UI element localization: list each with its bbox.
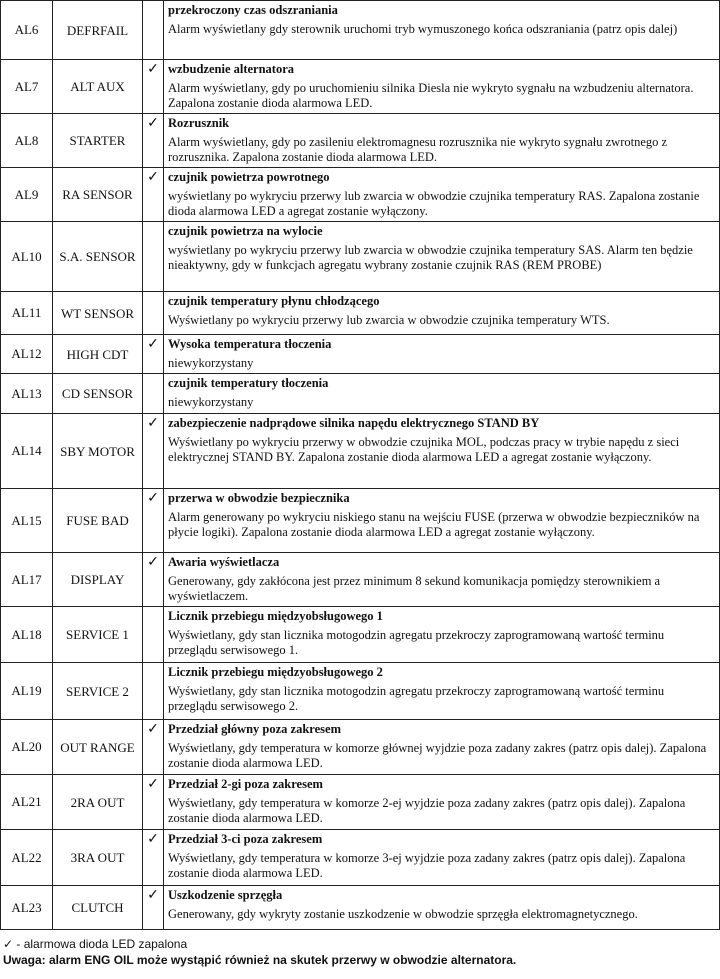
alarm-code: AL13 [1, 374, 53, 414]
alarm-name: OUT RANGE [53, 720, 143, 775]
alarm-title: zabezpieczenie nadprądowe silnika napędu elektrycznego STAND BY [168, 416, 540, 430]
led-checkmark-icon [143, 222, 164, 292]
alarm-name: ALT AUX [53, 60, 143, 114]
alarm-name: CLUTCH [53, 886, 143, 930]
alarm-title: Przedział 3-ci poza zakresem [168, 832, 323, 846]
alarm-row [1, 335, 720, 374]
led-checkmark-icon: ✓ [143, 335, 164, 374]
alarm-code: AL23 [1, 886, 53, 930]
alarm-title: Uszkodzenie sprzęgła [168, 888, 283, 902]
alarm-description [164, 607, 720, 663]
alarm-text: wyświetlany po wykryciu przerwy lub zwarcia w obwodzie czujnika temperatury SAS. Alarm ten będzie nieaktywny, gdy w funkcjach agregatu wybrany zostanie czujnik RAS (REM PROBE) [168, 243, 693, 272]
alarm-text: wyświetlany po wykryciu przerwy lub zwarcia w obwodzie czujnika temperatury RAS. Zapalona zostanie dioda alarmowa LED a agregat zostanie wyłączony. [168, 189, 700, 218]
alarm-row [1, 553, 720, 607]
alarm-row [1, 663, 720, 720]
alarm-text: Wyświetlany po wykryciu przerwy w obwodzie czujnika MOL, podczas pracy w trybie napędu z sieci elektrycznej STAND BY. Zapalona zostanie dioda alarmowa LED a agregat zostanie wyłączony. [168, 435, 680, 464]
alarm-code: AL12 [1, 335, 53, 374]
led-checkmark-icon: ✓ [143, 553, 164, 607]
alarm-code: AL15 [1, 489, 53, 553]
alarm-name: STARTER [53, 114, 143, 168]
alarm-name: RA SENSOR [53, 168, 143, 222]
alarm-text: Generowany, gdy wykryty zostanie uszkodzenie w obwodzie sprzęgła elektromagnetycznego. [168, 907, 638, 921]
alarm-description [164, 222, 720, 292]
alarm-text: Alarm generowany po wykryciu niskiego stanu na wejściu FUSE (przerwa w obwodzie bezpieczników na płycie logiki). Zapalona zostanie dioda alarmowa LED a agregat zostanie wyłączony. [168, 510, 700, 539]
alarm-row [1, 720, 720, 775]
alarm-code: AL6 [1, 1, 53, 60]
alarm-text: niewykorzystany [168, 356, 254, 370]
alarm-description [164, 553, 720, 607]
alarm-code: AL22 [1, 830, 53, 886]
alarm-code: AL11 [1, 292, 53, 335]
alarm-text: Wyświetlany, gdy temperatura w komorze głównej wyjdzie poza zadany zakres (patrz opis dalej). Zapalona zostanie dioda alarmowa LED. [168, 741, 707, 770]
alarm-text: Wyświetlany po wykryciu przerwy lub zwarcia w obwodzie czujnika temperatury WTS. [168, 313, 610, 327]
alarm-text: Alarm wyświetlany, gdy po uruchomieniu silnika Diesla nie wykryto sygnału na wzbudzeniu alternatora. Zapalona zostanie dioda alarmowa LED. [168, 81, 694, 110]
led-checkmark-icon: ✓ [143, 775, 164, 830]
alarm-name: SERVICE 2 [53, 663, 143, 720]
alarm-description [164, 489, 720, 553]
alarm-name: SBY MOTOR [53, 414, 143, 489]
alarm-text: Wyświetlany, gdy stan licznika motogodzin agregatu przekroczy zaprogramowaną wartość terminu przeglądu serwisowego 1. [168, 628, 665, 657]
alarm-code: AL14 [1, 414, 53, 489]
alarm-row [1, 168, 720, 222]
alarm-description [164, 720, 720, 775]
alarm-name: HIGH CDT [53, 335, 143, 374]
alarm-title: czujnik temperatury płynu chłodzącego [168, 294, 380, 308]
alarm-title: Rozrusznik [168, 116, 230, 130]
alarm-title: czujnik powietrza na wylocie [168, 224, 323, 238]
led-checkmark-icon [143, 292, 164, 335]
led-checkmark-icon [143, 374, 164, 414]
alarm-code: AL19 [1, 663, 53, 720]
alarm-text: Alarm wyświetlany gdy sterownik uruchomi tryb wymuszonego końca odszraniania (patrz opis dalej) [168, 22, 678, 36]
alarm-row [1, 886, 720, 930]
alarm-code: AL7 [1, 60, 53, 114]
alarm-description [164, 886, 720, 930]
led-checkmark-icon: ✓ [143, 168, 164, 222]
alarm-row [1, 222, 720, 292]
alarm-title: czujnik temperatury tłoczenia [168, 376, 329, 390]
alarm-row [1, 60, 720, 114]
led-checkmark-icon [143, 1, 164, 60]
alarm-name: SERVICE 1 [53, 607, 143, 663]
alarm-name: S.A. SENSOR [53, 222, 143, 292]
alarm-title: czujnik powietrza powrotnego [168, 170, 330, 184]
alarm-description [164, 775, 720, 830]
alarm-description [164, 292, 720, 335]
led-checkmark-icon: ✓ [143, 830, 164, 886]
alarm-description [164, 830, 720, 886]
alarm-name: DISPLAY [53, 553, 143, 607]
alarm-title: wzbudzenie alternatora [168, 62, 295, 76]
alarm-row [1, 114, 720, 168]
alarm-name: CD SENSOR [53, 374, 143, 414]
led-checkmark-icon [143, 607, 164, 663]
alarm-code: AL18 [1, 607, 53, 663]
alarm-code: AL8 [1, 114, 53, 168]
alarm-row [1, 607, 720, 663]
alarm-row [1, 830, 720, 886]
alarm-description [164, 60, 720, 114]
led-checkmark-icon: ✓ [143, 720, 164, 775]
led-checkmark-icon: ✓ [143, 60, 164, 114]
alarm-name: 2RA OUT [53, 775, 143, 830]
led-checkmark-icon: ✓ [143, 414, 164, 489]
alarm-description [164, 374, 720, 414]
alarm-title: Licznik przebiegu międzyobsługowego 1 [168, 609, 383, 623]
alarm-row [1, 374, 720, 414]
alarm-text: Wyświetlany, gdy temperatura w komorze 3-ej wyjdzie poza zadany zakres (patrz opis dalej). Zapalona zostanie dioda alarmowa LED. [168, 851, 686, 880]
alarm-code: AL9 [1, 168, 53, 222]
alarm-description [164, 414, 720, 489]
alarm-text: niewykorzystany [168, 395, 254, 409]
alarm-table-body [1, 1, 720, 930]
legend-text: ✓ - alarmowa dioda LED zapalona [3, 937, 188, 951]
alarm-title: Przedział 2-gi poza zakresem [168, 777, 323, 791]
alarm-title: przekroczony czas odszraniania [168, 3, 338, 17]
alarm-row [1, 775, 720, 830]
alarm-text: Generowany, gdy zakłócona jest przez minimum 8 sekund komunikacja pomiędzy sterownikiem a wyświetlaczem. [168, 574, 661, 603]
note-text: Uwaga: alarm ENG OIL może wystąpić również na skutek przerwy w obwodzie alternatora. [3, 953, 517, 967]
alarm-text: Alarm wyświetlany, gdy po zasileniu elektromagnesu rozrusznika nie wykryto sygnału zwrotnego z rozrusznika. Zapalona zostanie dioda alarmowa LED. [168, 135, 668, 164]
alarm-description [164, 168, 720, 222]
alarm-text: Wyświetlany, gdy stan licznika motogodzin agregatu przekroczy zaprogramowaną wartość terminu przeglądu serwisowego 2. [168, 684, 665, 713]
alarm-title: Licznik przebiegu międzyobsługowego 2 [168, 665, 383, 679]
alarm-title: Awaria wyświetlacza [168, 555, 280, 569]
alarm-code: AL17 [1, 553, 53, 607]
led-checkmark-icon: ✓ [143, 114, 164, 168]
alarm-code: AL21 [1, 775, 53, 830]
alarm-row [1, 292, 720, 335]
led-checkmark-icon [143, 663, 164, 720]
alarm-name: 3RA OUT [53, 830, 143, 886]
alarm-title: przerwa w obwodzie bezpiecznika [168, 491, 350, 505]
led-checkmark-icon: ✓ [143, 886, 164, 930]
led-checkmark-icon: ✓ [143, 489, 164, 553]
alarm-row [1, 489, 720, 553]
alarm-title: Przedział główny poza zakresem [168, 722, 341, 736]
alarm-name: FUSE BAD [53, 489, 143, 553]
alarm-name: WT SENSOR [53, 292, 143, 335]
alarm-description [164, 663, 720, 720]
alarm-row [1, 1, 720, 60]
alarm-code: AL10 [1, 222, 53, 292]
alarm-text: Wyświetlany, gdy temperatura w komorze 2-ej wyjdzie poza zadany zakres (patrz opis dalej). Zapalona zostanie dioda alarmowa LED. [168, 796, 686, 825]
alarm-name: DEFRFAIL [53, 1, 143, 60]
footer [3, 936, 717, 968]
alarm-code: AL20 [1, 720, 53, 775]
alarm-title: Wysoka temperatura tłoczenia [168, 337, 332, 351]
alarm-row [1, 414, 720, 489]
alarm-description [164, 114, 720, 168]
alarm-description [164, 335, 720, 374]
alarm-description [164, 1, 720, 60]
